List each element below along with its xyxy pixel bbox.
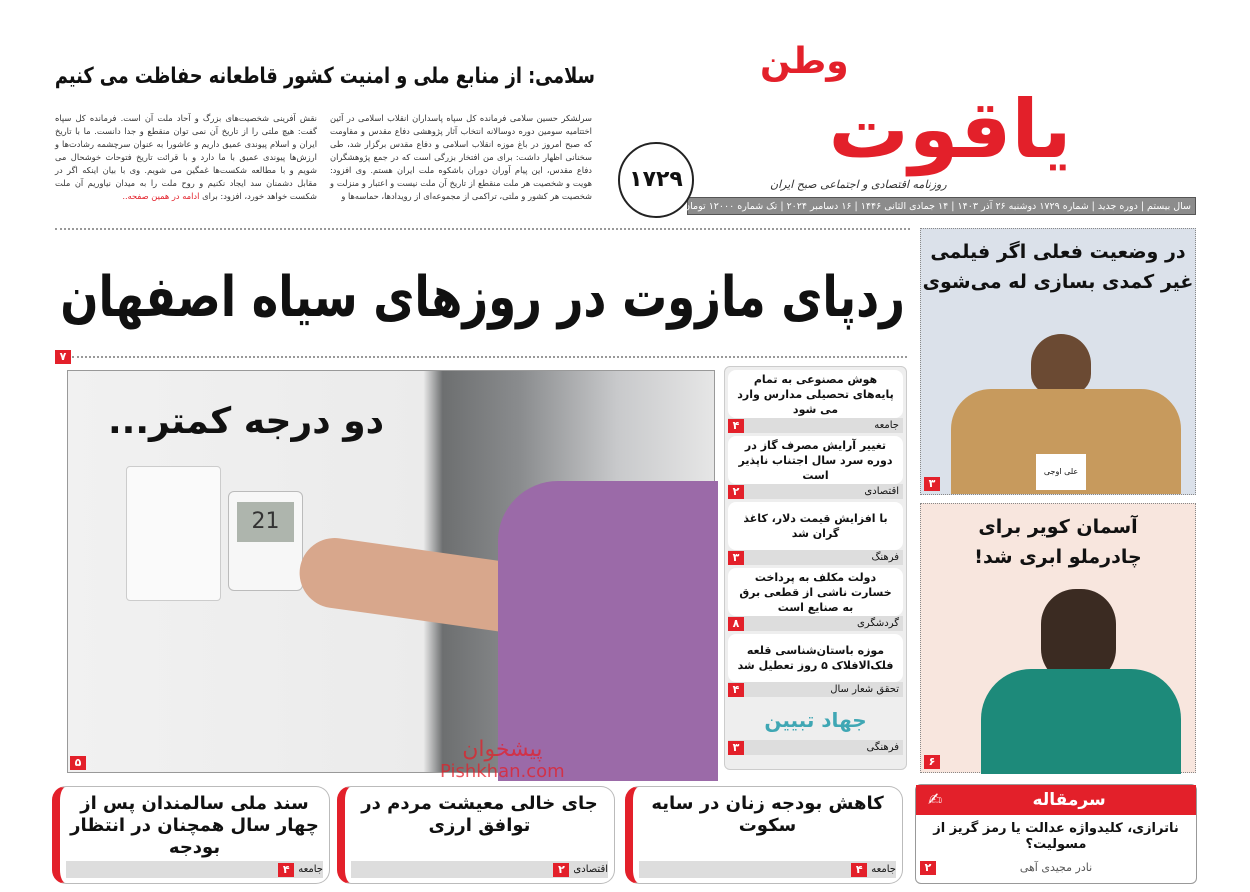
page-badge: ۴ (728, 683, 744, 697)
interview-headline: در وضعیت فعلی اگر فیلمی غیر کمدی بسازی له می‌شوی (922, 241, 1194, 293)
sidebar-news-item[interactable] (728, 436, 903, 484)
card-footer (351, 861, 608, 878)
section-label: اقتصادی (864, 486, 899, 497)
sleeve (498, 481, 718, 781)
sidebar-section (728, 740, 903, 755)
sidebar-news-item[interactable] (728, 370, 903, 418)
section-label: اقتصادی (573, 864, 608, 875)
page-badge: ۸ (728, 617, 744, 631)
thermostat (228, 491, 303, 591)
divider (72, 356, 907, 358)
interview-box[interactable] (920, 228, 1196, 495)
sidebar-news-title: جهاد تبیین (764, 708, 867, 732)
page-badge: ۵ (70, 756, 86, 770)
sidebar-news-item[interactable] (728, 568, 903, 616)
page-badge: ۳ (728, 551, 744, 565)
person-photo (981, 669, 1181, 774)
page-badge: ۲ (728, 485, 744, 499)
top-story-column-left (55, 112, 317, 216)
sidebar-news-item[interactable] (728, 634, 903, 682)
page-badge: ۴ (728, 419, 744, 433)
photo-caption: دو درجه کمتر... (108, 401, 385, 442)
card-footer (639, 861, 896, 878)
section-label: جامعه (874, 420, 899, 431)
sidebar-news-title: با افزایش قیمت دلار، کاغذ گران شد (743, 512, 888, 540)
bottom-news-title: سند ملی سالمندان پس از چهار سال همچنان در انتظار بودجه (70, 793, 319, 858)
issue-number: ۱۷۲۹ (618, 142, 694, 218)
sidebar-news-item[interactable] (728, 700, 903, 740)
news-sidebar (724, 366, 907, 770)
page-badge: ۴ (278, 863, 294, 877)
page-badge: ۲ (920, 861, 936, 875)
main-headline[interactable]: ردپای مازوت در روزهای سیاه اصفهان (60, 265, 905, 330)
sidebar-section (728, 484, 903, 499)
issue-info-bar: سال بیستم | دوره جدید | شماره ۱۷۲۹ دوشنبه ۲۶ آذر ۱۴۰۳ | ۱۴ جمادی الثانی ۱۴۴۶ | ۱۶ دسامبر ۲۰۲۴ | تک شماره ۱۲۰۰۰ تومان (687, 197, 1196, 215)
bottom-news-title: کاهش بودجه زنان در سایه سکوت (651, 793, 884, 836)
newspaper-logo: یاقوت (828, 83, 1072, 176)
editorial-box[interactable] (915, 784, 1197, 884)
watermark (440, 738, 565, 782)
top-story-text: نقش آفرینی شخصیت‌های بزرگ و آحاد ملت آن است. فرمانده کل سپاه گفت: هیچ ملتی را از تاریخ آن نمی توان منقطع و جدا دانست. ما با تاریخ ایران و اسلام پیوندی عمیق داریم و عاشورا به عنوان سرچشمه رشادت‌ها و ارزش‌ها پیوندی عمیق با ما دارد و با قرائت تاریخ فتوحات خوشحال می شویم و با مطالعه شکست‌ها غمگین می شویم. وی با بیان اینکه اگر در مقابل دشمنان سد ایجاد نکنیم و روح ملت را به میدان نیاوریم آن ملت شکست خواهد خورد، افزود: برای (55, 113, 317, 201)
editorial-author: نادر مجیدی آهی (1019, 861, 1093, 874)
section-label: تحقق شعار سال (830, 684, 899, 695)
card-footer (66, 861, 323, 878)
page-badge: ۳ (924, 477, 940, 491)
page-badge: ۳ (728, 741, 744, 755)
page-badge: ۴ (851, 863, 867, 877)
continue-link[interactable]: ادامه در همین صفحه.. (122, 191, 200, 201)
page-badge: ۶ (924, 755, 940, 769)
editorial-title: ناترازی، کلیدواژه عدالت یا رمز گریز از مسولیت؟ (933, 821, 1179, 852)
bottom-news-title: جای خالی معیشت مردم در توافق ارزی (361, 793, 598, 836)
sidebar-news-title: هوش مصنوعی به تمام پایه‌های تحصیلی مدارس وارد می شود (737, 372, 894, 416)
sidebar-section (728, 616, 903, 631)
bottom-news-card[interactable] (52, 786, 330, 884)
editorial-label: سرمقاله (1032, 790, 1106, 810)
bottom-news-card[interactable] (337, 786, 615, 884)
top-story-column-right: سرلشکر حسین سلامی فرمانده کل سپاه پاسداران انقلاب اسلامی در آئین اختتامیه سومین دوره دوسالانه انتخاب آثار پژوهشی دفاع مقدس و مقاومت که صبح امروز در باغ موزه انقلاب اسلامی و دفاع مقدس برگزار شد، طی سخنانی اظهار داشت: برای من افتخار بزرگی است که در جمع پژوهشگران دفاع مقدس، این پیام آوران دوران باشکوه ملت ایران هستم. وی افزود: هویت و شخصیت هر ملت منقطع از تاریخ آن ملت نیست و اعتبار و منزلت و شخصیت هر کشور و ملتی، تراکمی از مجموعه‌ای از رویدادها، حماسه‌ها و (330, 113, 592, 201)
page-badge: ۲ (553, 863, 569, 877)
sidebar-news-title: تغییر آرایش مصرف گاز در دوره سرد سال اجتناب ناپذیر است (738, 438, 893, 482)
newspaper-logo-sub: وطن (760, 41, 849, 82)
pen-icon: ✍ (928, 790, 943, 810)
sidebar-news-title: موزه باستان‌شناسی قلعه فلک‌الافلاک ۵ روز تعطیل شد (737, 644, 894, 672)
sidebar-section (728, 418, 903, 433)
section-label: جامعه (871, 864, 896, 875)
tagline: روزنامه اقتصادی و اجتماعی صبح ایران (770, 178, 947, 191)
news-box[interactable] (920, 503, 1196, 773)
divider (55, 228, 910, 230)
section-label: گردشگری (857, 618, 899, 629)
thermostat-display: 21 (237, 502, 294, 542)
top-story-headline[interactable]: سلامی: از منابع ملی و امنیت کشور قاطعانه حفاظت می کنیم (54, 64, 596, 89)
sidebar-news-item[interactable] (728, 502, 903, 550)
section-label: فرهنگی (866, 742, 899, 753)
page-badge: ۷ (55, 350, 71, 364)
nameplate: علی اوجی (1036, 454, 1086, 490)
sidebar-section (728, 682, 903, 697)
main-photo[interactable] (67, 370, 715, 773)
bottom-news-card[interactable] (625, 786, 903, 884)
section-label: جامعه (298, 864, 323, 875)
news-box-headline: آسمان کویر برای چادرملو ابری شد! (974, 516, 1142, 568)
person-head (1031, 334, 1091, 394)
section-label: فرهنگ (871, 552, 899, 563)
watermark-fa: پیشخوان (462, 737, 543, 762)
sidebar-news-title: دولت مکلف به پرداخت خسارت ناشی از قطعی برق به صنایع است (739, 570, 892, 614)
light-switch (126, 466, 221, 601)
watermark-en: Pishkhan.com (440, 761, 565, 782)
sidebar-section (728, 550, 903, 565)
